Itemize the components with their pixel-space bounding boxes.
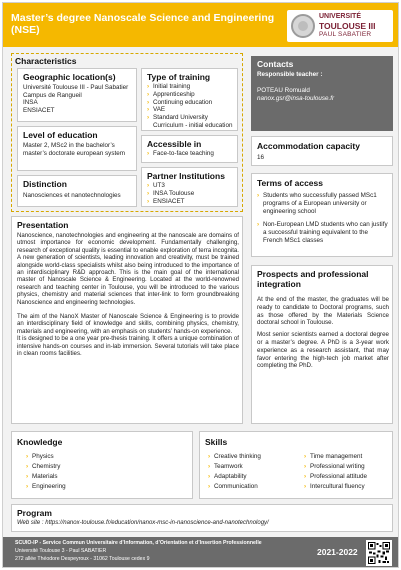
knowledge-title: Knowledge — [17, 437, 63, 447]
education-level-box — [17, 126, 137, 171]
prospects-paragraph: At the end of the master, the graduates will be ready to candidate to Doctoral programs, such as those offered by the Materials Science doctoral school in Toulouse. — [257, 296, 389, 327]
geo-line: INSA — [23, 99, 38, 107]
logo-line-3: PAUL SABATIER — [319, 31, 372, 38]
list-item: › Face-to-face teaching — [147, 150, 235, 158]
presentation-paragraph: It is designed to be a one year pre-thesis training. It offers a unique combination of intensive hands-on courses and in-lab immersion. Several tutorials will take place in clean rooms facilities. — [17, 335, 239, 358]
education-level-title: Level of education — [23, 130, 98, 140]
presentation-title: Presentation — [17, 220, 69, 230]
geo-line: ENSIACET — [23, 106, 55, 114]
prospects-box — [251, 265, 393, 424]
qr-code-icon — [366, 540, 392, 566]
presentation-body — [17, 232, 239, 358]
partners-box — [141, 167, 238, 207]
contacts-role: Responsible teacher : — [257, 71, 323, 78]
distinction-box — [17, 175, 137, 207]
skills-box — [199, 431, 393, 499]
access-list — [257, 192, 389, 245]
program-website-link[interactable]: Web site : https://nanox-toulouse.fr/education/nanox-msc-in-nanoscience-and-nanotechnology/ — [17, 520, 269, 526]
list-item: › ENSIACET — [147, 198, 235, 206]
list-item: › Time management — [304, 452, 392, 462]
training-type-list — [147, 83, 235, 130]
list-item: › Teamwork — [208, 462, 298, 472]
access-box — [251, 173, 393, 257]
list-item: › Non-European LMD students who can justify a successful training equivalent to the French MSc1 classes — [257, 221, 389, 244]
accessible-title: Accessible in — [147, 139, 202, 149]
list-item: › Intercultural fluency — [304, 482, 392, 492]
list-item: › Continuing education — [147, 99, 235, 107]
accessible-box — [141, 135, 238, 163]
brochure-page — [2, 2, 399, 568]
partners-title: Partner Institutions — [147, 171, 225, 181]
contacts-name: POTEAU Romuald — [257, 87, 310, 94]
geo-location-box — [17, 68, 137, 122]
list-item: › Materials — [26, 472, 186, 482]
program-box — [11, 504, 393, 532]
prospects-paragraph: Most senior scientists earned a doctoral degree or a master’s degree. A PhD is a 3-year work experience as a research assistant, that may favor entering the high-tech job market after completing the PhD. — [257, 331, 389, 370]
knowledge-box — [11, 431, 193, 499]
footer-line-1: SCUIO-IP - Service Commun Universitaire d’Information, d’Orientation et d’Insertion Professionnelle — [15, 540, 262, 546]
page-title: Master’s degree Nanoscale Science and Engineering (NSE) — [11, 12, 275, 36]
list-item: › INSA Toulouse — [147, 190, 235, 198]
list-item: › Students who successfully passed MSc1 programs of a European university or engineering school — [257, 192, 389, 215]
capacity-box — [251, 136, 393, 166]
capacity-value: 16 — [257, 154, 265, 161]
capacity-title: Accommodation capacity — [257, 141, 360, 151]
list-item: › Creative thinking — [208, 452, 298, 462]
geo-line: Campus de Rangueil — [23, 91, 82, 99]
header-bar — [3, 3, 399, 47]
university-seal-icon — [291, 14, 315, 38]
distinction-text: Nanosciences et nanotechnologies — [23, 192, 121, 199]
access-title: Terms of access — [257, 178, 323, 188]
geo-line: Université Toulouse III - Paul Sabatier — [23, 84, 129, 91]
contacts-email-link[interactable]: nanox.gsr@insa-toulouse.fr — [257, 95, 335, 102]
prospects-body — [257, 296, 389, 370]
list-item: › Apprenticeship — [147, 91, 235, 99]
list-item: › Initial training — [147, 83, 235, 91]
list-item: › Engineering — [26, 482, 186, 492]
list-item: › Standard University Curriculum - initial education — [147, 114, 235, 130]
characteristics-title: Characteristics — [15, 56, 77, 66]
list-item: › Professional attitude — [304, 472, 392, 482]
partners-list — [147, 182, 235, 205]
geo-location-list — [23, 84, 133, 114]
contacts-panel — [251, 56, 393, 131]
knowledge-list — [26, 452, 186, 492]
list-item: › Adaptability — [208, 472, 298, 482]
list-item: › VAE — [147, 106, 235, 114]
list-item: › Communication — [208, 482, 298, 492]
presentation-paragraph: Nanoscience, nanotechnologies and engineering at the nanoscale are domains of utmost importance for economic development. Fundamentally challenging, research of exceptional quality is essential to enable exploration of terra incognita. A new generation of scientists, leading innovation and creativity, must be trained alongside world-class specialists whilst also being introduced to the importance of an interdisciplinary R&D approach. This is the main goal of the international master of Nanoscale Science & Engineering. Located at the world-renowned research and teaching center in Toulouse, you will be introduced to the various physics, chemistry and material sciences that inter-link to form groundbreaking Nanoscience and engineering technologies. — [17, 232, 239, 306]
skills-title: Skills — [205, 437, 228, 447]
university-logo — [287, 10, 393, 42]
footer-line-3: 272 allée Théodore Despeyroux - 31062 Toulouse cedex 9 — [15, 556, 150, 562]
logo-line-1: UNIVERSITÉ — [319, 13, 362, 20]
training-type-box — [141, 68, 238, 131]
logo-line-2: TOULOUSE III — [319, 21, 376, 31]
footer-line-2: Université Toulouse 3 - Paul SABATIER — [15, 548, 107, 554]
list-item: › UT3 — [147, 182, 235, 190]
education-level-text: Master 2, MSc2 in the bachelor’s master’s doctorate european system — [23, 142, 125, 157]
contacts-title: Contacts — [257, 59, 294, 69]
presentation-paragraph: The aim of the NanoX Master of Nanoscale Science & Engineering is to provide an interdisciplinary field of knowledge and skills, combining physics, chemistry, materials and engineering, with an emphasis on students’ hands-on experience. — [17, 313, 239, 335]
skills-list-col1 — [208, 452, 298, 492]
skills-list-col2 — [304, 452, 392, 492]
geo-location-title: Geographic location(s) — [23, 72, 116, 82]
accessible-list — [147, 150, 235, 158]
list-item: › Professional writing — [304, 462, 392, 472]
list-item: › Chemistry — [26, 462, 186, 472]
academic-year: 2021-2022 — [317, 547, 358, 557]
presentation-box — [11, 216, 243, 424]
prospects-title: Prospects and professional integration — [257, 269, 369, 289]
distinction-title: Distinction — [23, 179, 67, 189]
training-type-title: Type of training — [147, 72, 211, 82]
list-item: › Physics — [26, 452, 186, 462]
program-title: Program — [17, 508, 52, 518]
footer-bar — [3, 537, 399, 568]
